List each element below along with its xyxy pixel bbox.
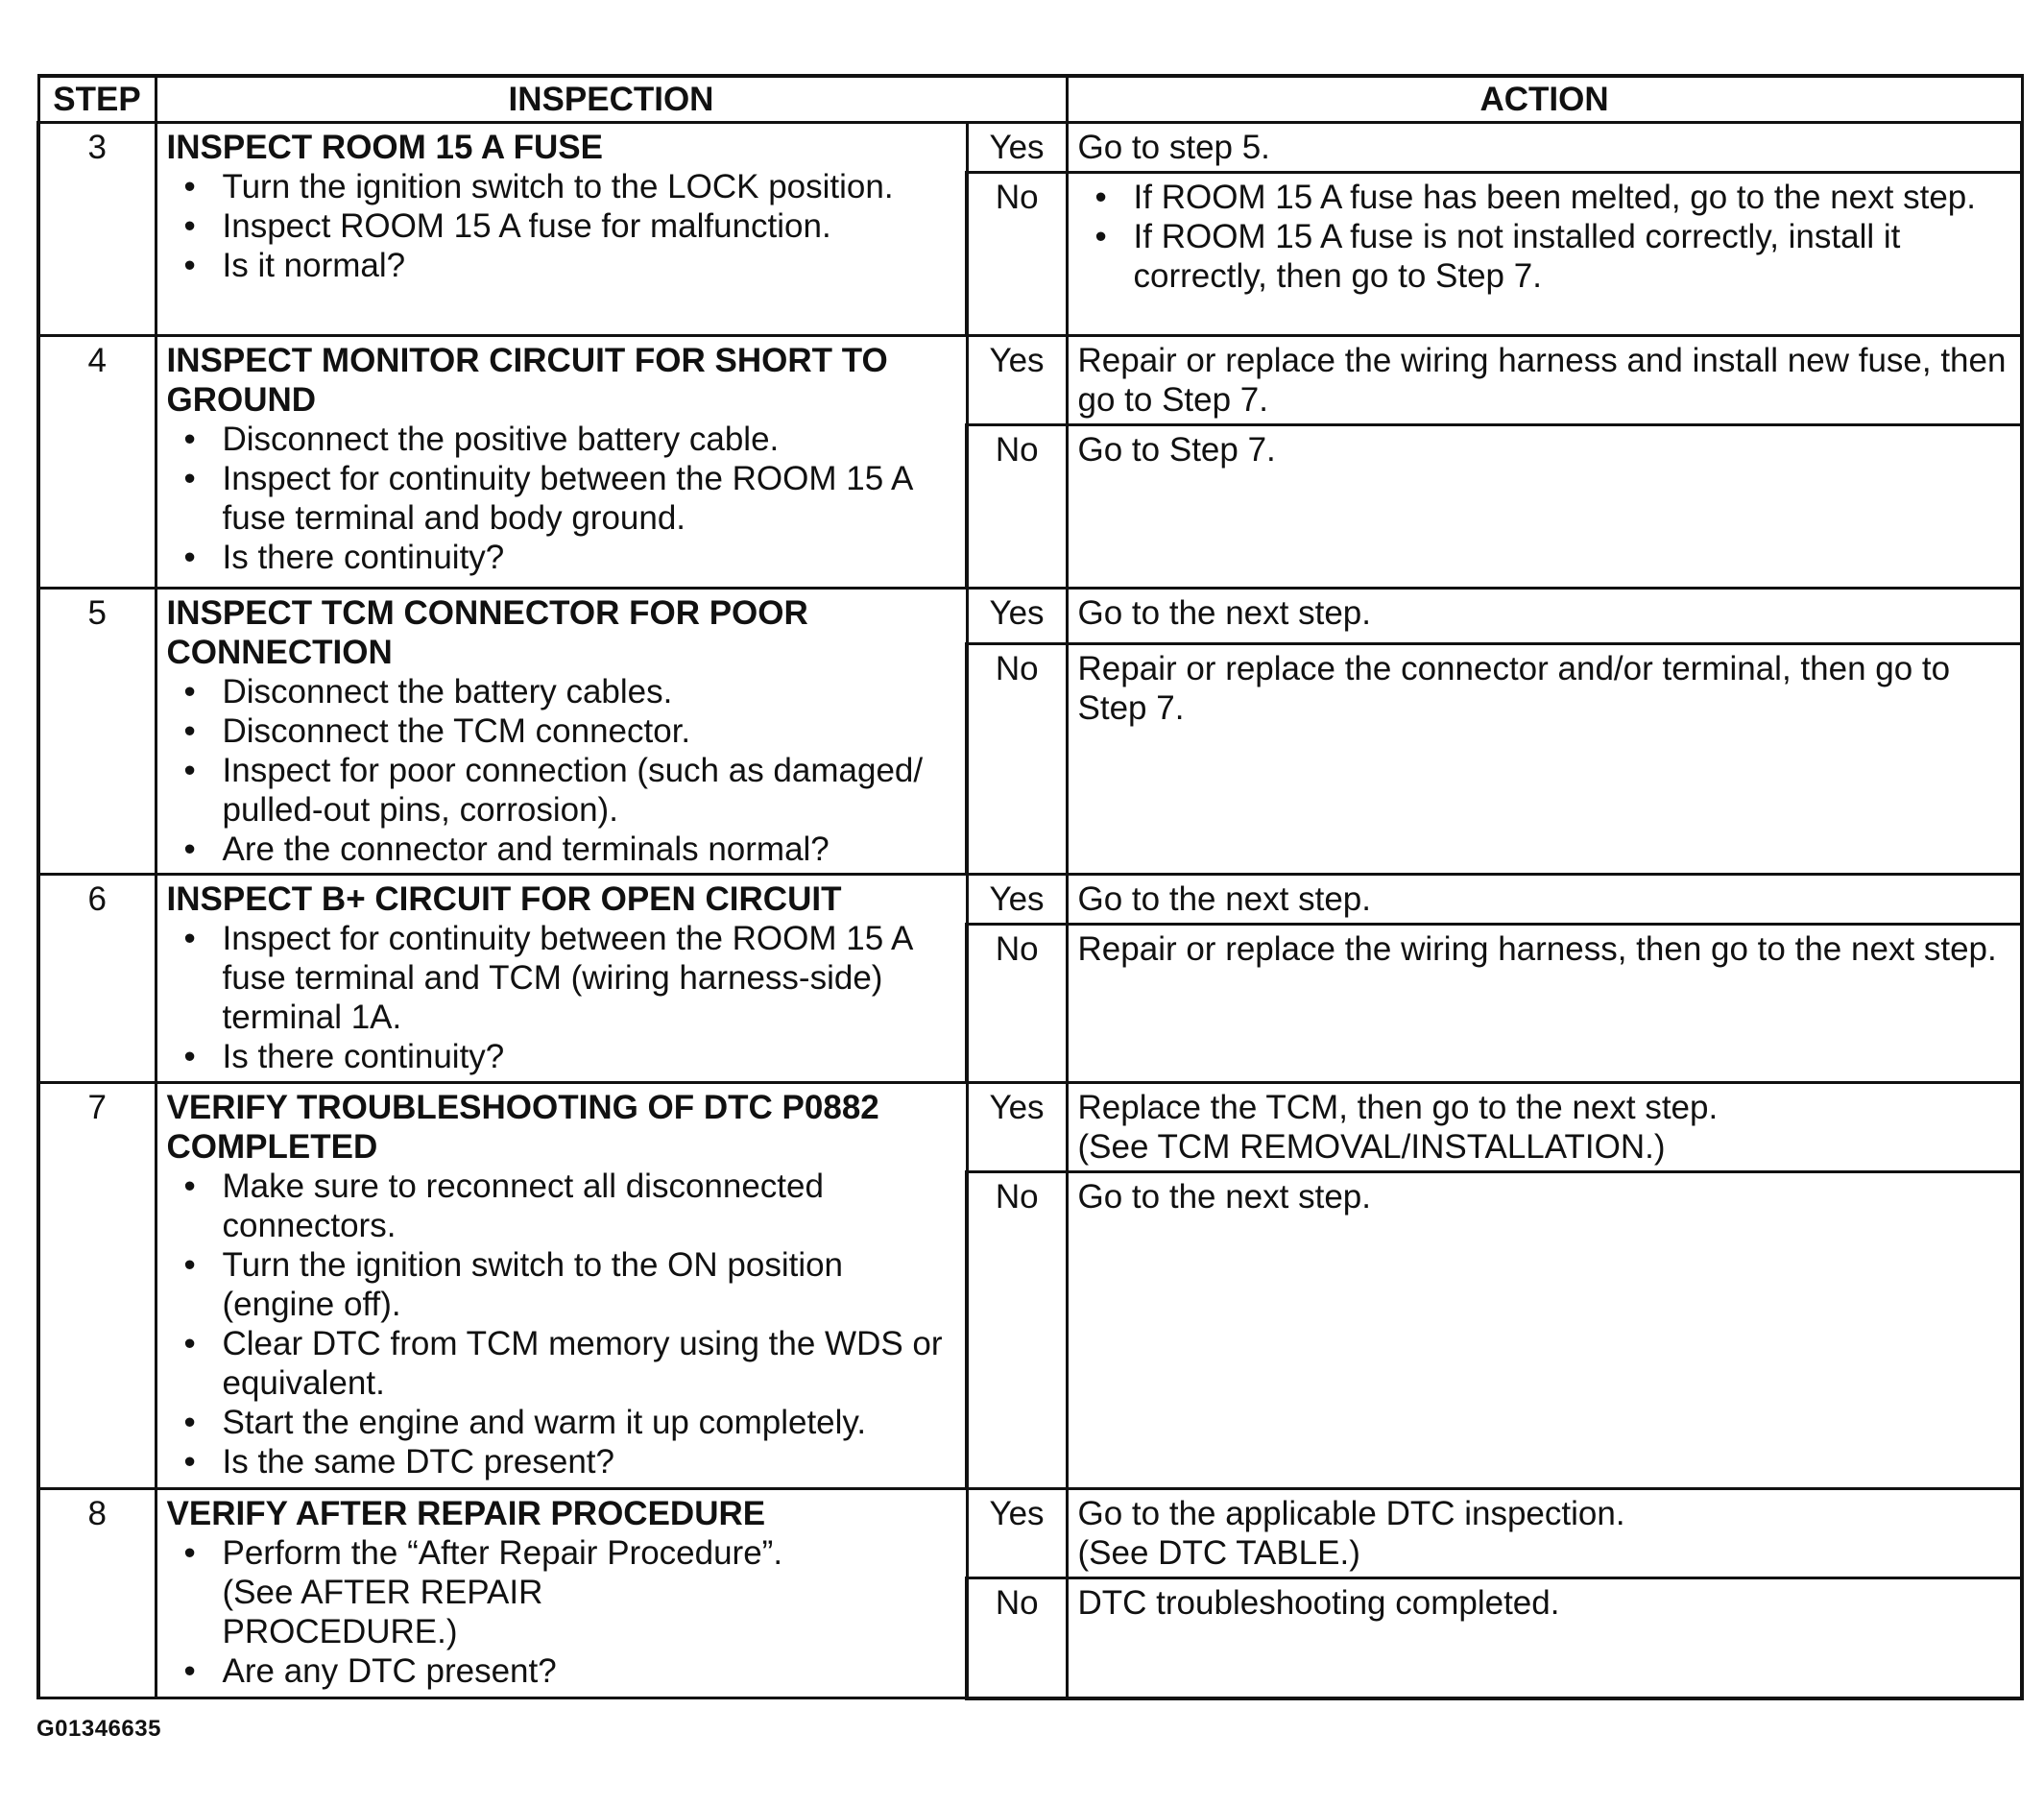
no-action <box>1067 173 2022 336</box>
header-action: ACTION <box>1067 76 2022 123</box>
inspection-item: • Are the connector and terminals normal? <box>223 830 956 869</box>
yes-action: Go to the next step. <box>1067 875 2022 925</box>
yes-action: Go to step 5. <box>1067 123 2022 173</box>
inspection-title: VERIFY AFTER REPAIR PROCEDURE <box>166 1495 766 1532</box>
step-number: 5 <box>38 589 156 875</box>
step-5-yes-row <box>38 589 2022 644</box>
step-4-yes-row <box>38 336 2022 425</box>
yes-action: Go to the next step. <box>1067 589 2022 644</box>
inspection-title: INSPECT B+ CIRCUIT FOR OPEN CIRCUIT <box>166 880 842 918</box>
inspection-item: • Inspect for continuity between the ROOM 15 A fuse terminal and TCM (wiring harness-side) terminal 1A. <box>223 919 956 1037</box>
inspection-title: INSPECT TCM CONNECTOR FOR POOR CONNECTION <box>166 594 808 671</box>
inspection-item: • Turn the ignition switch to the ON position (engine off). <box>223 1245 956 1324</box>
yes-action: Repair or replace the wiring harness and install new fuse, then go to Step 7. <box>1067 336 2022 425</box>
inspection-title: INSPECT ROOM 15 A FUSE <box>166 129 603 166</box>
inspection-list <box>167 672 956 869</box>
inspection-item: • Are any DTC present? <box>223 1651 956 1691</box>
action-line: Go to the applicable DTC inspection. <box>1077 1495 1625 1532</box>
no-label: No <box>967 173 1067 336</box>
action-line: Replace the TCM, then go to the next step. <box>1077 1089 1719 1126</box>
yes-action <box>1067 1083 2022 1172</box>
yes-label: Yes <box>967 589 1067 644</box>
step-number: 8 <box>38 1489 156 1698</box>
no-label: No <box>967 644 1067 875</box>
inspection-item: • Is there continuity? <box>223 538 956 577</box>
step-6-yes-row <box>38 875 2022 925</box>
inspection-cell <box>156 589 967 875</box>
inspection-item: • Is there continuity? <box>223 1037 956 1076</box>
header-inspection: INSPECTION <box>156 76 1067 123</box>
action-item: • If ROOM 15 A fuse has been melted, go to the next step. <box>1134 178 2011 217</box>
inspection-line: • Perform the “After Repair Procedure”. <box>222 1534 783 1572</box>
no-action: Repair or replace the connector and/or terminal, then go to Step 7. <box>1067 644 2022 875</box>
step-number: 4 <box>38 336 156 589</box>
inspection-list <box>167 167 956 285</box>
no-action: Repair or replace the wiring harness, then go to the next step. <box>1067 925 2022 1083</box>
inspection-cell <box>156 123 967 336</box>
header-step: STEP <box>38 76 156 123</box>
inspection-cell <box>156 875 967 1083</box>
no-label: No <box>967 1172 1067 1489</box>
inspection-item: • Is it normal? <box>223 246 956 285</box>
step-3-yes-row <box>38 123 2022 173</box>
inspection-item: • Is the same DTC present? <box>223 1442 956 1481</box>
inspection-item: • Clear DTC from TCM memory using the WDS or equivalent. <box>223 1324 956 1403</box>
inspection-item: • Disconnect the positive battery cable. <box>223 420 956 459</box>
inspection-item: • Make sure to reconnect all disconnected connectors. <box>223 1167 956 1245</box>
inspection-line: PROCEDURE.) <box>222 1613 458 1650</box>
header-row <box>38 76 2022 123</box>
no-action: DTC troubleshooting completed. <box>1067 1578 2022 1698</box>
inspection-cell <box>156 336 967 589</box>
inspection-item: • Start the engine and warm it up completely. <box>223 1403 956 1442</box>
step-7-yes-row <box>38 1083 2022 1172</box>
inspection-list <box>167 1533 956 1691</box>
action-item: • If ROOM 15 A fuse is not installed correctly, install it correctly, then go to Step 7. <box>1134 217 2011 296</box>
diagnostic-table <box>36 74 2024 1700</box>
inspection-item: • Disconnect the battery cables. <box>223 672 956 711</box>
yes-label: Yes <box>967 336 1067 425</box>
inspection-item: • Disconnect the TCM connector. <box>223 711 956 751</box>
inspection-list <box>167 1167 956 1481</box>
inspection-list <box>167 919 956 1076</box>
inspection-title: VERIFY TROUBLESHOOTING OF DTC P0882 COMPLETED <box>166 1089 879 1166</box>
inspection-list <box>167 420 956 577</box>
yes-label: Yes <box>967 875 1067 925</box>
no-label: No <box>967 925 1067 1083</box>
action-line: (See TCM REMOVAL/INSTALLATION.) <box>1077 1128 1666 1166</box>
inspection-cell <box>156 1083 967 1489</box>
inspection-title: INSPECT MONITOR CIRCUIT FOR SHORT TO GROUND <box>166 342 888 419</box>
no-action: Go to Step 7. <box>1067 425 2022 589</box>
step-number: 7 <box>38 1083 156 1489</box>
inspection-item: • Inspect for poor connection (such as damaged/ pulled-out pins, corrosion). <box>223 751 956 830</box>
inspection-item: • Turn the ignition switch to the LOCK position. <box>223 167 956 206</box>
inspection-item: • Inspect ROOM 15 A fuse for malfunction. <box>223 206 956 246</box>
yes-label: Yes <box>967 123 1067 173</box>
figure-code: G01346635 <box>36 1716 161 1742</box>
yes-action <box>1067 1489 2022 1578</box>
inspection-line: (See AFTER REPAIR <box>222 1574 543 1611</box>
step-number: 6 <box>38 875 156 1083</box>
no-label: No <box>967 1578 1067 1698</box>
step-8-yes-row <box>38 1489 2022 1578</box>
inspection-item <box>223 1533 956 1651</box>
yes-label: Yes <box>967 1083 1067 1172</box>
no-action: Go to the next step. <box>1067 1172 2022 1489</box>
inspection-item: • Inspect for continuity between the ROOM 15 A fuse terminal and body ground. <box>223 459 956 538</box>
no-label: No <box>967 425 1067 589</box>
yes-label: Yes <box>967 1489 1067 1578</box>
action-list <box>1078 178 2011 296</box>
action-line: (See DTC TABLE.) <box>1077 1534 1360 1572</box>
inspection-cell <box>156 1489 967 1698</box>
step-number: 3 <box>38 123 156 336</box>
